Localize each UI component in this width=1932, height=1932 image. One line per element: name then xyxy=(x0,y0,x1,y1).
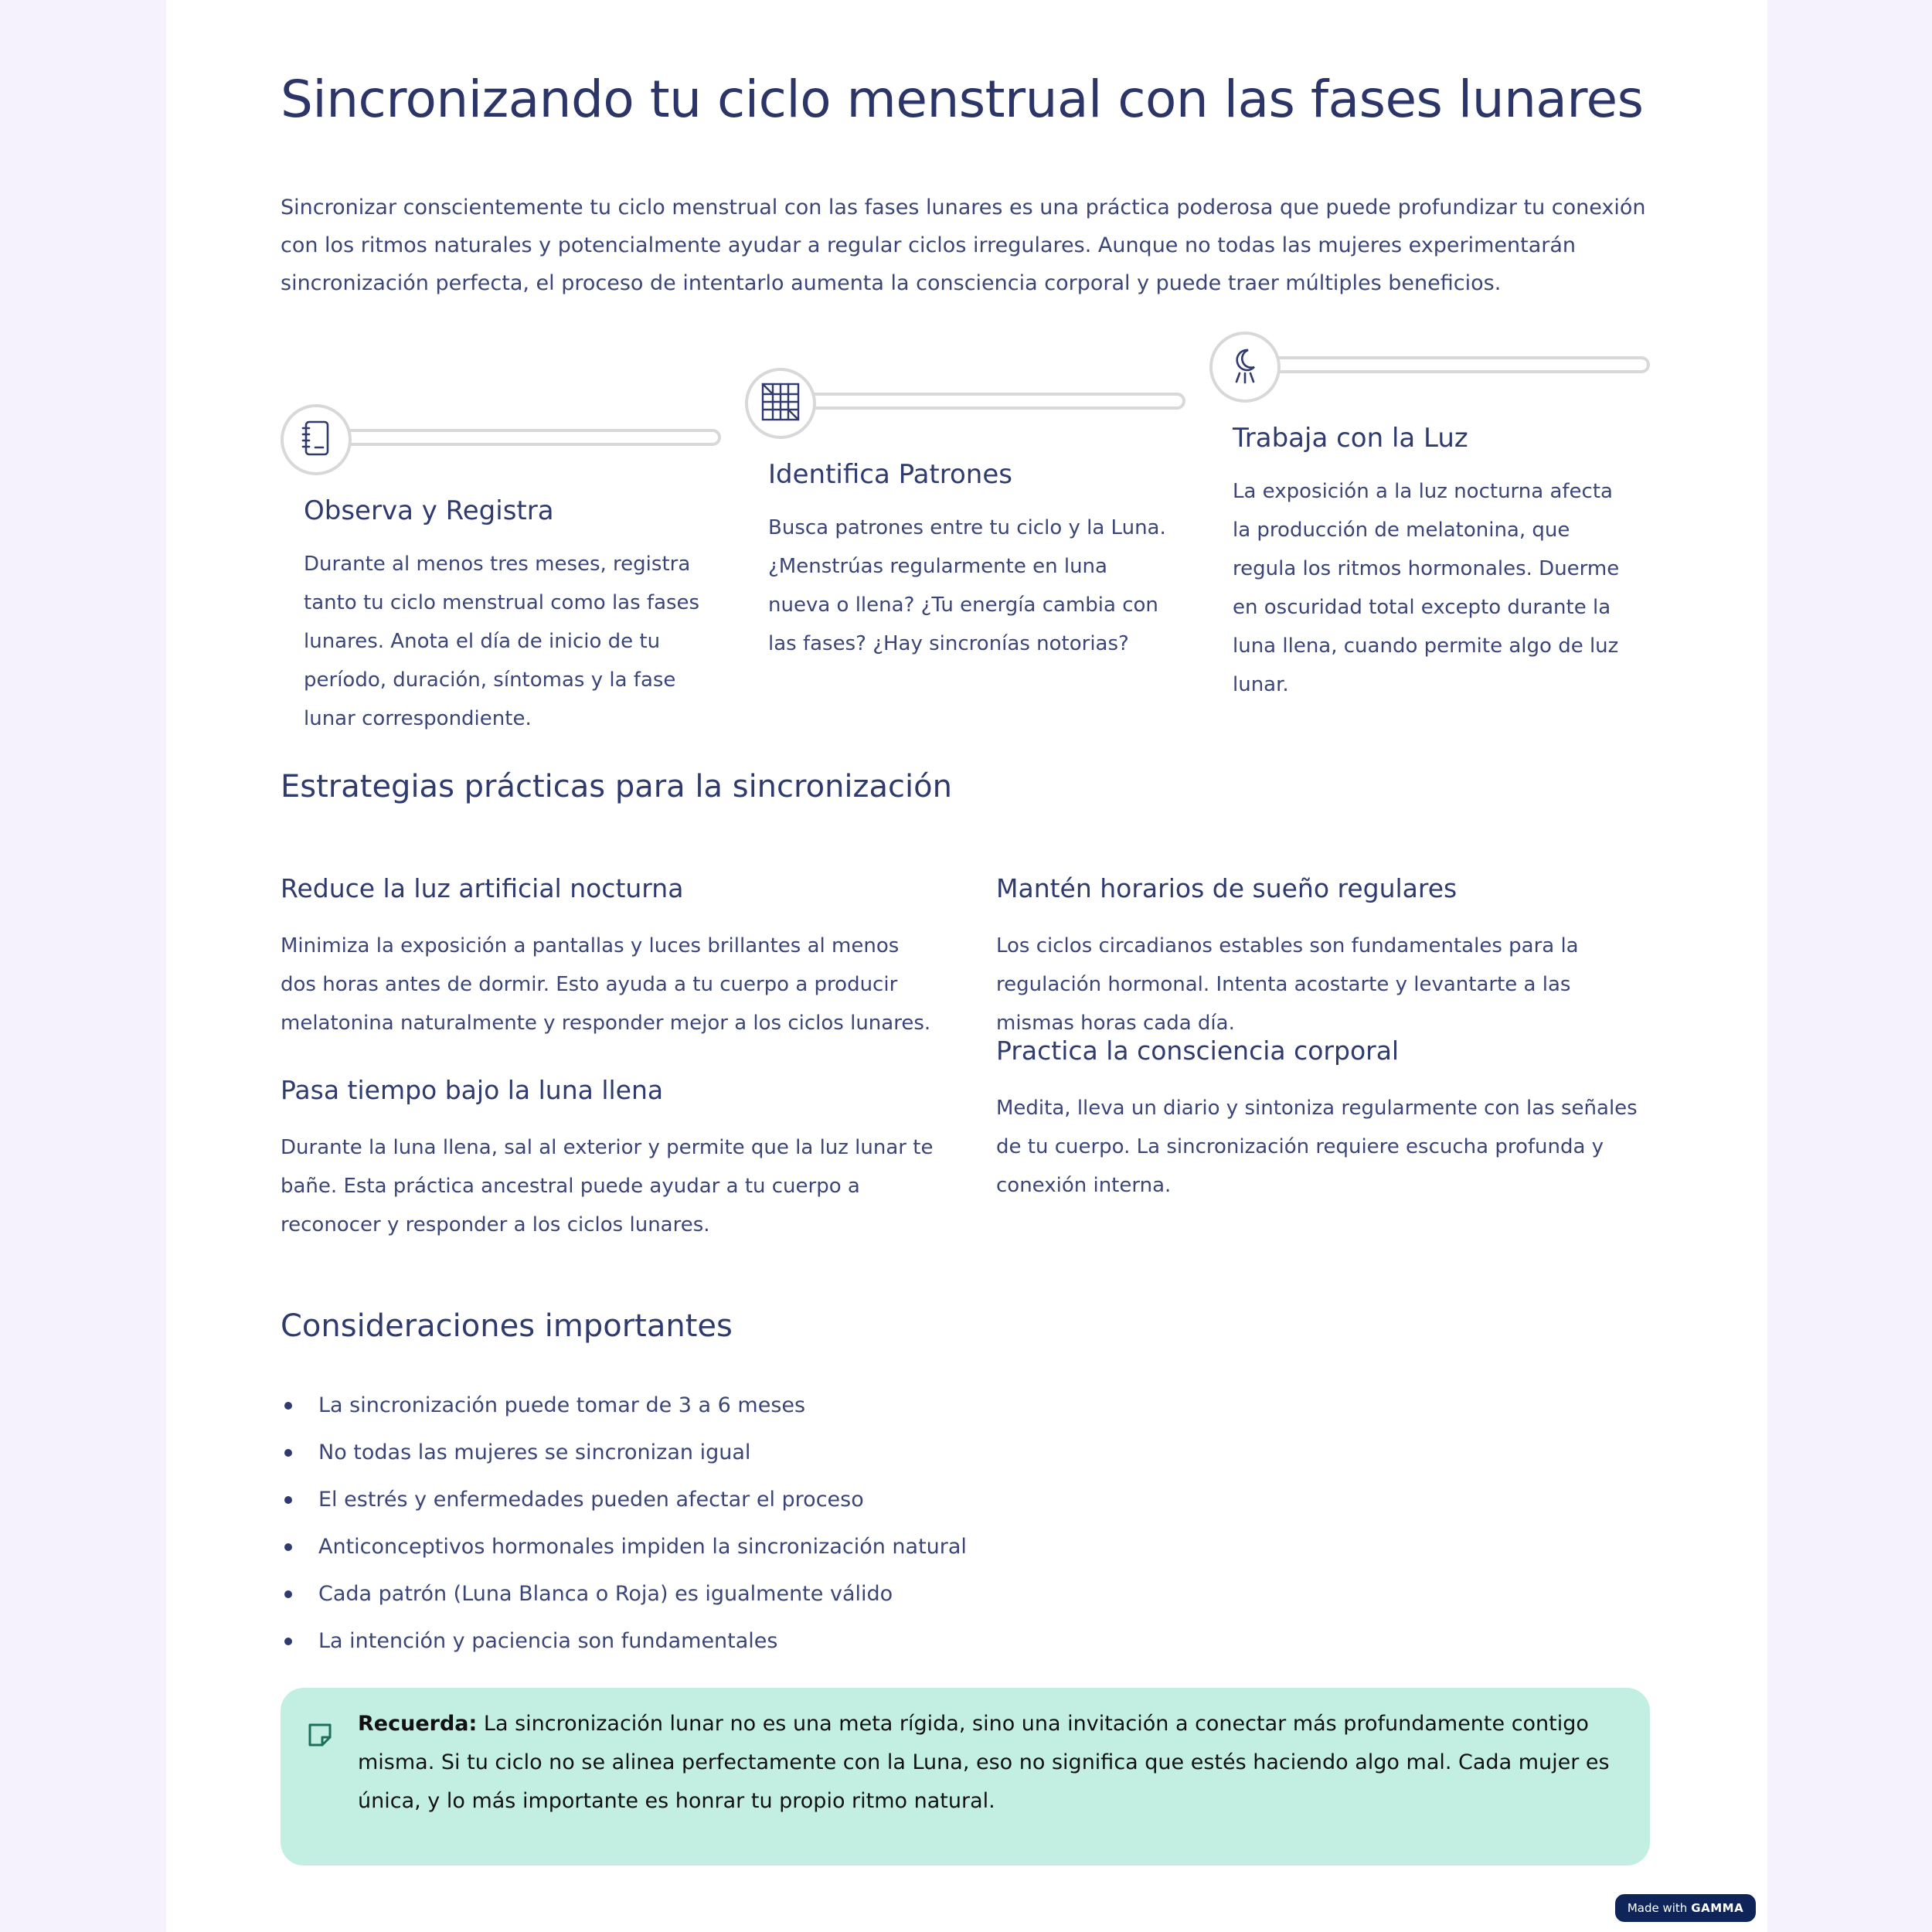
list-item-text: La intención y paciencia son fundamentales xyxy=(318,1629,778,1653)
strategy-text: Durante la luna llena, sal al exterior y permite que la luz lunar te bañe. Esta práctica ancestral puede ayudar a tu cuerpo a reconocer y responder a los ciclos lunares. xyxy=(281,1136,934,1236)
list-item-text: Anticonceptivos hormonales impiden la sincronización natural xyxy=(318,1535,967,1559)
sticky-note-icon xyxy=(307,1722,333,1748)
list-item xyxy=(281,1570,967,1617)
badge-prefix: Made with xyxy=(1627,1901,1688,1915)
gamma-logo: GAMMA xyxy=(1691,1901,1744,1915)
list-item-text: Cada patrón (Luna Blanca o Roja) es igualmente válido xyxy=(318,1582,893,1606)
strategy-item xyxy=(996,873,1650,1043)
bullet-icon xyxy=(284,1402,292,1410)
step-text: La exposición a la luz nocturna afecta la producción de melatonina, que regula los ritmos hormonales. Duerme en oscuridad total excepto durante la luna llena, cuando permite algo de luz lunar. xyxy=(1233,480,1620,696)
strategy-title: Reduce la luz artificial nocturna xyxy=(281,873,684,903)
bullet-icon xyxy=(284,1449,292,1457)
step-icon-ring xyxy=(1209,332,1281,403)
step-connector-line xyxy=(807,393,1185,410)
page-title: Sincronizando tu ciclo menstrual con las fases lunares xyxy=(281,70,1644,129)
grid-pattern-icon xyxy=(760,382,801,425)
step-connector-line xyxy=(342,429,721,446)
strategy-text: Medita, lleva un diario y sintoniza regularmente con las señales de tu cuerpo. La sincronización requiere escucha profunda y conexión interna. xyxy=(996,1097,1638,1197)
notebook-icon xyxy=(299,418,333,461)
bullet-icon xyxy=(284,1638,292,1645)
list-item-text: El estrés y enfermedades pueden afectar el proceso xyxy=(318,1488,864,1512)
step-connector-line xyxy=(1271,356,1650,373)
strategy-item xyxy=(281,1075,937,1244)
strategies-heading: Estrategias prácticas para la sincronización xyxy=(281,769,952,804)
step-title: Identifica Patrones xyxy=(768,459,1012,490)
callout-body: La sincronización lunar no es una meta rígida, sino una invitación a conectar más profundamente contigo misma. Si tu ciclo no se alinea perfectamente con la Luna, eso no significa que estés haciendo algo mal. Cada mujer es única, y lo más importante es honrar tu propio ritmo natural. xyxy=(358,1712,1610,1813)
bullet-icon xyxy=(284,1496,292,1504)
moon-light-icon xyxy=(1228,345,1262,389)
considerations-heading: Consideraciones importantes xyxy=(281,1308,733,1344)
strategy-item xyxy=(281,873,937,1043)
strategy-title: Pasa tiempo bajo la luna llena xyxy=(281,1075,664,1105)
strategy-text: Los ciclos circadianos estables son fundamentales para la regulación hormonal. Intenta acostarte y levantarte a las mismas horas cada día. xyxy=(996,934,1579,1035)
considerations-list xyxy=(281,1382,967,1665)
list-item xyxy=(281,1476,967,1523)
step-title: Trabaja con la Luz xyxy=(1233,423,1468,454)
step-icon-ring xyxy=(281,404,352,475)
step-title: Observa y Registra xyxy=(304,495,554,526)
callout-text xyxy=(358,1705,1633,1821)
list-item xyxy=(281,1523,967,1570)
made-with-gamma-badge[interactable] xyxy=(1615,1894,1756,1922)
step-icon-ring xyxy=(745,368,816,439)
reminder-callout xyxy=(281,1688,1650,1866)
strategy-title: Practica la consciencia corporal xyxy=(996,1036,1400,1066)
strategy-item xyxy=(996,1036,1650,1205)
step-text: Busca patrones entre tu ciclo y la Luna. ¿Menstrúas regularmente en luna nueva o llena? ¿Tu energía cambia con las fases? ¿Hay sincronías notorias? xyxy=(768,516,1166,655)
list-item xyxy=(281,1617,967,1665)
callout-label: Recuerda: xyxy=(358,1712,478,1736)
step-text: Durante al menos tres meses, registra tanto tu ciclo menstrual como las fases lunares. Anota el día de inicio de tu período, duración, síntomas y la fase lunar correspondiente. xyxy=(304,553,700,730)
list-item xyxy=(281,1382,967,1429)
list-item-text: No todas las mujeres se sincronizan igual xyxy=(318,1440,751,1464)
bullet-icon xyxy=(284,1543,292,1551)
strategy-title: Mantén horarios de sueño regulares xyxy=(996,873,1458,903)
list-item xyxy=(281,1429,967,1476)
document-card xyxy=(166,0,1767,1932)
list-item-text: La sincronización puede tomar de 3 a 6 meses xyxy=(318,1393,806,1417)
intro-paragraph: Sincronizar conscientemente tu ciclo menstrual con las fases lunares es una práctica poderosa que puede profundizar tu conexión con los ritmos naturales y potencialmente ayudar a regular ciclos irregulares. Aunque no todas las mujeres experimentarán sincronización perfecta, el proceso de intentarlo aumenta la consciencia corporal y puede traer múltiples beneficios. xyxy=(281,196,1646,295)
strategy-text: Minimiza la exposición a pantallas y luces brillantes al menos dos horas antes de dormir. Esto ayuda a tu cuerpo a producir melatonina naturalmente y responder mejor a los ciclos lunares. xyxy=(281,934,931,1035)
bullet-icon xyxy=(284,1590,292,1598)
